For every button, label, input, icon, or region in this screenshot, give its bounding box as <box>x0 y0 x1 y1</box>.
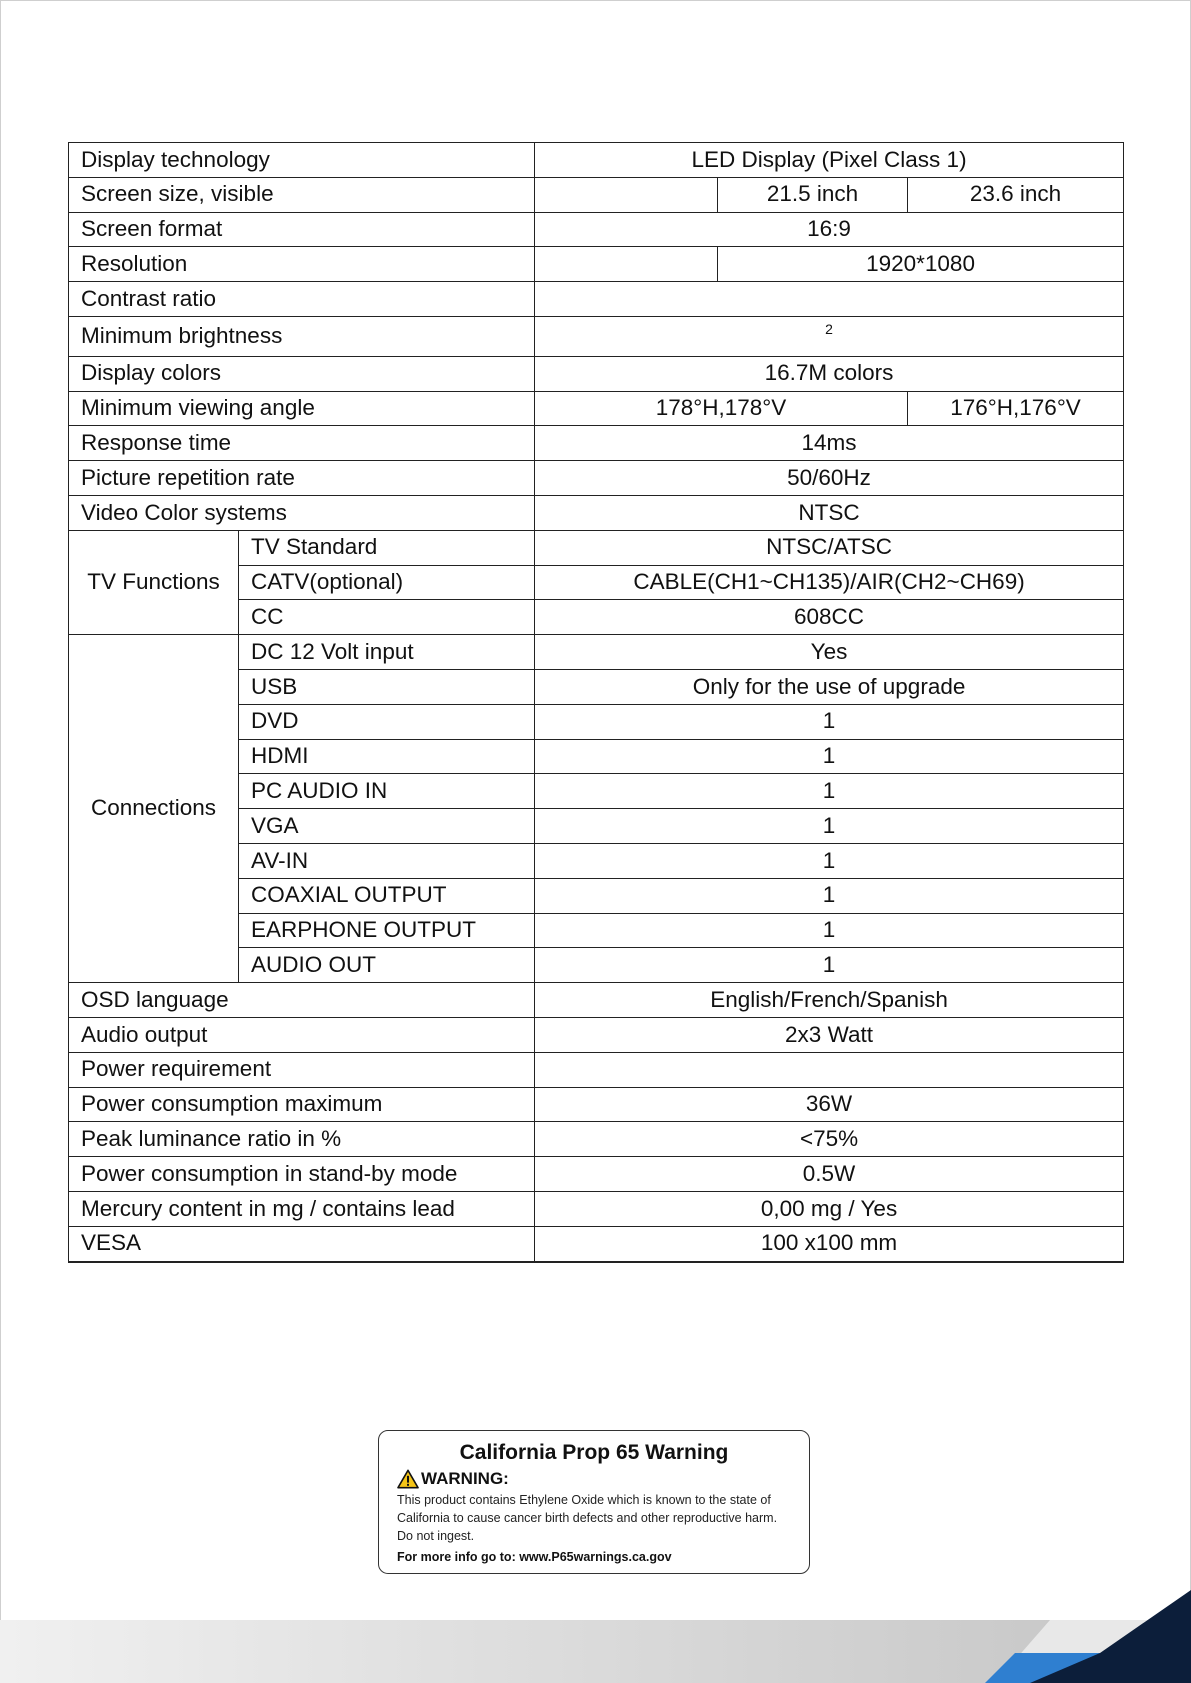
spec-value: 1 <box>535 913 1124 948</box>
spec-value: 1920*1080 <box>718 247 1124 282</box>
spec-value-21-5: 21.5 inch <box>718 177 908 212</box>
spec-label: Power consumption in stand-by mode <box>69 1157 535 1192</box>
spec-value <box>535 1052 1124 1087</box>
spec-label: Display technology <box>69 143 535 178</box>
table-row <box>69 177 1124 212</box>
spec-value: 100 x100 mm <box>535 1226 1124 1261</box>
prop65-warning-box <box>378 1430 810 1574</box>
spec-value: 1 <box>535 843 1124 878</box>
spec-value: 14ms <box>535 426 1124 461</box>
spec-label: Mercury content in mg / contains lead <box>69 1191 535 1226</box>
spec-label: Minimum viewing angle <box>69 391 535 426</box>
spec-value: 0,00 mg / Yes <box>535 1191 1124 1226</box>
spec-value-empty <box>535 247 718 282</box>
table-row <box>69 247 1124 282</box>
spec-value-b: 176°H,176°V <box>908 391 1124 426</box>
prop65-title: California Prop 65 Warning <box>459 1441 729 1464</box>
spec-label: EARPHONE OUTPUT <box>239 913 535 948</box>
table-row <box>69 1191 1124 1226</box>
spec-label: PC AUDIO IN <box>239 774 535 809</box>
spec-label: CC <box>239 600 535 635</box>
table-row <box>69 1052 1124 1087</box>
spec-value: <75% <box>535 1122 1124 1157</box>
spec-label: CATV(optional) <box>239 565 535 600</box>
table-row <box>69 495 1124 530</box>
spec-value: 2x3 Watt <box>535 1017 1124 1052</box>
spec-value: 1 <box>535 739 1124 774</box>
table-row <box>69 1087 1124 1122</box>
prop65-more-info: For more info go to: www.P65warnings.ca.gov <box>397 1550 672 1564</box>
spec-label: Response time <box>69 426 535 461</box>
table-row <box>69 426 1124 461</box>
spec-value: 608CC <box>535 600 1124 635</box>
spec-value: English/French/Spanish <box>535 983 1124 1018</box>
spec-value: NTSC/ATSC <box>535 530 1124 565</box>
table-row <box>69 356 1124 391</box>
spec-label: HDMI <box>239 739 535 774</box>
spec-value: 1 <box>535 878 1124 913</box>
prop65-warning-line <box>397 1469 791 1489</box>
spec-value: 16:9 <box>535 212 1124 247</box>
spec-label: OSD language <box>69 983 535 1018</box>
spec-value: Only for the use of upgrade <box>535 669 1124 704</box>
table-row <box>69 530 1124 565</box>
spec-value-23-6: 23.6 inch <box>908 177 1124 212</box>
spec-label: Display colors <box>69 356 535 391</box>
spec-value: LED Display (Pixel Class 1) <box>535 143 1124 178</box>
spec-label: AUDIO OUT <box>239 948 535 983</box>
prop65-warning-label: WARNING: <box>421 1469 509 1488</box>
spec-label: Contrast ratio <box>69 282 535 317</box>
prop65-body: This product contains Ethylene Oxide which is known to the state of California to cause cancer birth defects and other reproductive harm. Do not ingest. <box>397 1493 778 1543</box>
spec-label: Minimum brightness <box>69 316 535 356</box>
spec-label: TV Standard <box>239 530 535 565</box>
spec-label: Audio output <box>69 1017 535 1052</box>
table-row <box>69 461 1124 496</box>
spec-label: AV-IN <box>239 843 535 878</box>
table-row <box>69 143 1124 178</box>
table-row <box>69 316 1124 356</box>
spec-label: DC 12 Volt input <box>239 635 535 670</box>
spec-label: Screen size, visible <box>69 177 535 212</box>
table-row <box>69 635 1124 670</box>
connections-group-label: Connections <box>69 635 239 983</box>
spec-label: Screen format <box>69 212 535 247</box>
table-row <box>69 391 1124 426</box>
spec-value: 0.5W <box>535 1157 1124 1192</box>
spec-value: 36W <box>535 1087 1124 1122</box>
spec-label: VESA <box>69 1226 535 1261</box>
spec-value: 1 <box>535 704 1124 739</box>
spec-label: Power consumption maximum <box>69 1087 535 1122</box>
spec-label: USB <box>239 669 535 704</box>
spec-label: Picture repetition rate <box>69 461 535 496</box>
spec-value: NTSC <box>535 495 1124 530</box>
table-row <box>69 1122 1124 1157</box>
warning-triangle-icon <box>397 1469 419 1489</box>
spec-value: 16.7M colors <box>535 356 1124 391</box>
spec-value: 1 <box>535 948 1124 983</box>
table-row <box>69 212 1124 247</box>
spec-value: CABLE(CH1~CH135)/AIR(CH2~CH69) <box>535 565 1124 600</box>
table-row <box>69 1017 1124 1052</box>
spec-value <box>535 282 1124 317</box>
footer-accent-graphic <box>900 1590 1191 1683</box>
spec-value: 1 <box>535 809 1124 844</box>
spec-label: DVD <box>239 704 535 739</box>
spec-value: 50/60Hz <box>535 461 1124 496</box>
spec-value: 2 <box>535 316 1124 356</box>
table-row <box>69 282 1124 317</box>
spec-label: Video Color systems <box>69 495 535 530</box>
table-row <box>69 1226 1124 1261</box>
spec-value-a: 178°H,178°V <box>535 391 908 426</box>
spec-label: COAXIAL OUTPUT <box>239 878 535 913</box>
table-row <box>69 983 1124 1018</box>
spec-label: Resolution <box>69 247 535 282</box>
spec-value: 1 <box>535 774 1124 809</box>
spec-value: Yes <box>535 635 1124 670</box>
table-row <box>69 1157 1124 1192</box>
spec-label: Power requirement <box>69 1052 535 1087</box>
spec-label: VGA <box>239 809 535 844</box>
spec-table <box>68 142 1124 1263</box>
spec-label: Peak luminance ratio in % <box>69 1122 535 1157</box>
tv-functions-group-label: TV Functions <box>69 530 239 634</box>
spec-value-empty <box>535 177 718 212</box>
